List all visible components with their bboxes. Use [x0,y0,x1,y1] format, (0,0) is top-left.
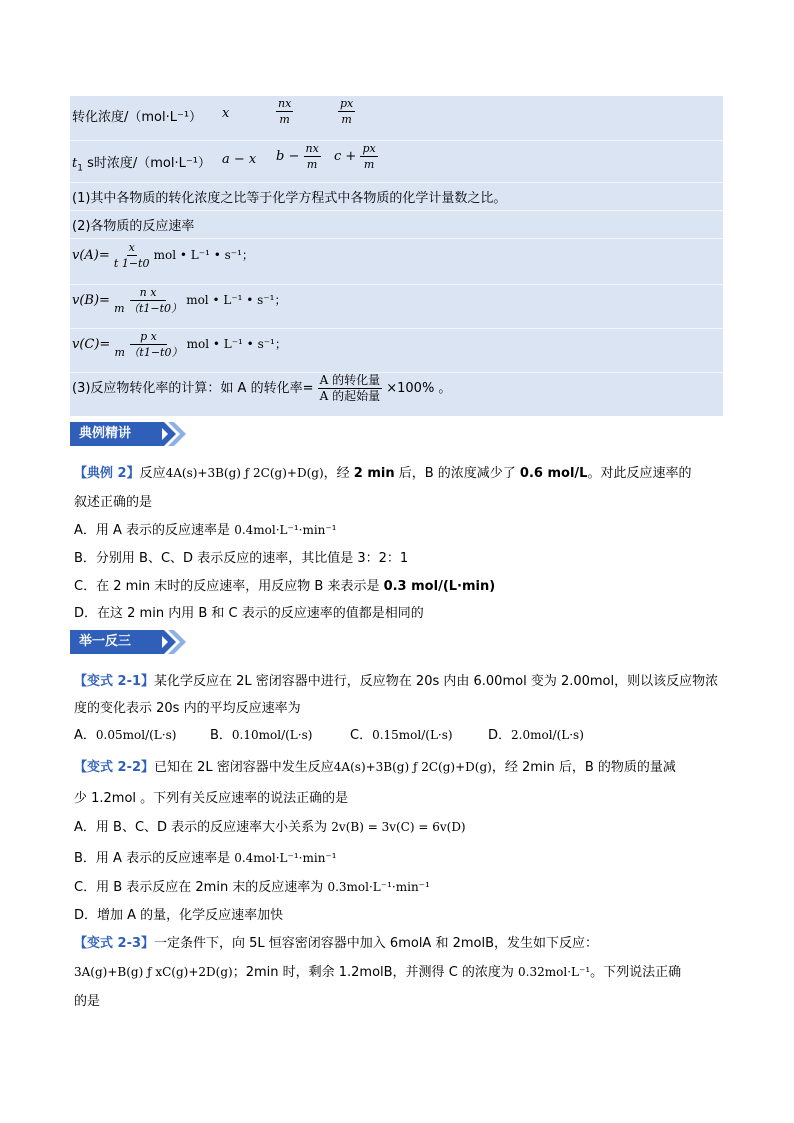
variant-2-1-stem-cont: 度的变化表示 20s 内的平均反应速率为 [74,701,301,716]
t1-c: c + $\frac{px}{m}$ [334,142,376,171]
conversion-rate-line: (3)反应物转化率的计算：如 A 的转化率= $\frac{\text{A 的转化量}}{\text{A 的起始量}}$ ×100% 。 [72,373,452,403]
conversion-row [72,106,202,125]
example-tag: 【典例 2】 [74,466,140,481]
example-2-option-a: A．用 A 表示的反应速率是 0.4mol·L⁻¹·min⁻¹ [74,523,337,538]
conversion-label: 转化浓度/（mol·L⁻¹） [72,110,203,125]
section-heading-practice [70,630,182,654]
section-heading-label: 典例精讲 [70,422,162,446]
variant-2-3-stem-end: 的是 [74,994,101,1009]
t1-concentration-row: $t_1$ s时浓度/（mol·L⁻¹） [72,156,211,174]
note-line-1: (1)其中各物质的转化浓度之比等于化学方程式中各物质的化学计量数之比。 [72,191,507,206]
rate-formula-c: v(C)= $\frac{\text{p x}}{m (t1-t0)}$ mol • L⁻¹ • s⁻¹； [72,330,287,359]
section-heading-examples [70,422,182,446]
variant-2-2-option-c: C．用 B 表示反应在 2min 末的反应速率为 0.3mol·L⁻¹·min⁻¹ [74,880,430,895]
row-divider [70,140,723,141]
rate-formula-b: v(B)= $\frac{\text{n x}}{m (t1-t0)}$ mol • L⁻¹ • s⁻¹； [72,286,287,315]
conversion-a: x [222,106,230,121]
variant-2-3-stem-cont: 3A(g)+B(g) ƒ xC(g)+2D(g)；2min 时，剩余 1.2molB，并测得 C 的浓度为 0.32mol·L⁻¹。下列说法正确 [74,965,682,980]
conversion-b: $\frac{nx}{m}$ [278,97,292,126]
variant-2-1-option-d: D．2.0mol/(L·s) [488,728,584,743]
variant-2-2-option-a: A．用 B、C、D 表示的反应速率大小关系为 2v(B) = 3v(C) = 6v(D) [74,820,466,835]
t1-a: a − x [222,152,257,167]
example-2-option-b: B．分别用 B、C、D 表示反应的速率，其比值是 3：2：1 [74,551,409,566]
conversion-c: $\frac{px}{m}$ [340,97,354,126]
example-2-stem-cont: 叙述正确的是 [74,495,153,510]
variant-2-1-option-a: A．0.05mol/(L·s) [74,728,177,743]
row-divider [70,210,723,211]
chevron-right-icon [156,630,186,654]
section-heading-label: 举一反三 [70,630,162,654]
note-line-2: (2)各物质的反应速率 [72,219,195,234]
row-divider [70,182,723,183]
variant-2-2-option-d: D．增加 A 的量，化学反应速率加快 [74,908,284,923]
rate-formula-a: v(A)= $\frac{x}{t 1-t0}$ mol • L⁻¹ • s⁻¹； [72,241,254,270]
variant-2-2-option-b: B．用 A 表示的反应速率是 0.4mol·L⁻¹·min⁻¹ [74,851,337,866]
t1-b: b − $\frac{nx}{m}$ [276,142,319,171]
variant-2-1-stem: 【变式 2-1】某化学反应在 2L 密闭容器中进行，反应物在 20s 内由 6.00mol 变为 2.00mol，则以该反应物浓 [74,674,719,689]
variant-2-1-option-b: B．0.10mol/(L·s) [210,728,313,743]
variant-2-2-stem-cont: 少 1.2mol 。下列有关反应速率的说法正确的是 [74,791,349,806]
variant-2-2-stem: 【变式 2-2】已知在 2L 密闭容器中发生反应4A(s)+3B(g) ƒ 2C(g)+D(g)，经 2min 后，B 的物质的量减 [74,760,676,775]
example-2-option-c: C．在 2 min 末时的反应速率，用反应物 B 来表示是 0.3 mol/(L·min) [74,579,496,594]
chevron-right-icon [156,422,186,446]
row-divider [70,372,723,373]
variant-2-1-option-c: C．0.15mol/(L·s) [350,728,453,743]
example-2-stem: 【典例 2】反应4A(s)+3B(g) ƒ 2C(g)+D(g)，经 2 min 后，B 的浓度减少了 0.6 mol/L。对此反应速率的 [74,466,692,481]
row-divider [70,238,723,239]
variant-2-3-stem: 【变式 2-3】一定条件下，向 5L 恒容密闭容器中加入 6molA 和 2molB，发生如下反应： [74,936,599,951]
row-divider [70,284,723,285]
example-2-option-d: D．在这 2 min 内用 B 和 C 表示的反应速率的值都是相同的 [74,606,424,621]
row-divider [70,328,723,329]
